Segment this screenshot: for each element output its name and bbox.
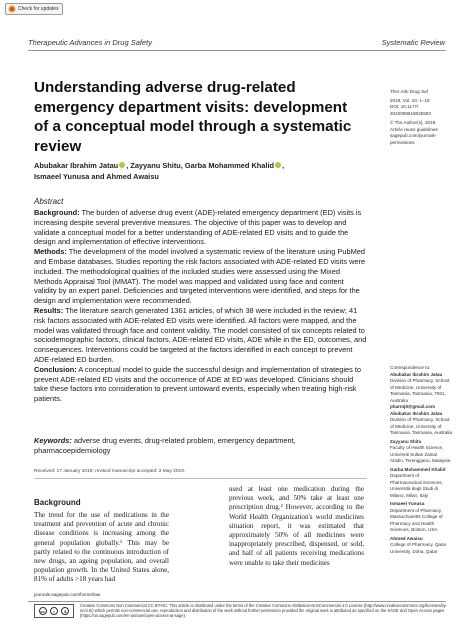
license-text: Creative Commons Non Commercial CC BY-NC: This article is distributed under the terms of the Creative Commons Attribution-NonCommercial 4.0 License (http://www.creativecommons.org/licenses/by-nc/4.0/) which permits non-commercial use, reproduction and distribution of the work without further permission provided the original work is attributed as specified on the SAGE and Open Access pages (https://us.sagepub.com/en-us/nam/open-access-at-sage). [80, 603, 448, 619]
footer-rule [28, 601, 446, 602]
abstract-results [34, 306, 367, 365]
conclusion-label: Conclusion: [34, 364, 77, 374]
correspondence-author-name: Abubakar Ibrahim Jatau [390, 371, 443, 377]
keywords-text: adverse drug events, drug-related problem, emergency department, pharmacoepidemiology [34, 436, 296, 455]
cc-license-badge [34, 604, 74, 618]
abstract-methods [34, 247, 367, 306]
journal-name: Therapeutic Advances in Drug Safety [28, 38, 152, 47]
methods-label: Methods: [34, 247, 67, 257]
check-for-updates-label: Check for updates [18, 6, 59, 12]
cc-icon: cc [40, 608, 45, 614]
update-check-icon [8, 5, 16, 13]
correspondence-email[interactable]: pharmj8@gmail.com [390, 404, 436, 409]
orcid-icon[interactable] [119, 162, 125, 168]
author-list [34, 160, 364, 182]
header-rule [28, 50, 446, 51]
background-heading: Background [34, 498, 81, 507]
keywords-label: Keywords: [34, 436, 72, 445]
journal-url[interactable]: journals.sagepub.com/home/taw [34, 592, 101, 597]
abstract-heading: Abstract [34, 197, 64, 206]
affiliation-name-jatau: Abubakar Ibrahim Jatau [390, 410, 443, 416]
orcid-icon[interactable] [275, 162, 281, 168]
background-text: The burden of adverse drug event (ADE)-related emergency department (ED) visits is increasing despite several preventive measures. The objective of this paper was to develop and validate a conceptual model for a better understanding of ADE-related ED visits and to guide the design and implementation of effective interventions. [34, 208, 362, 247]
reuse-guidelines: Article reuse guidelines: [390, 126, 439, 132]
affiliation-yunusa: Department of Pharmacy, Massachusetts College of Pharmacy and Health Sciences, Boston, USA [390, 507, 443, 532]
keywords [34, 436, 367, 456]
doi-prefix[interactable]: DOI: 10.1177/ [390, 104, 419, 109]
abstract-conclusion [34, 365, 367, 404]
abstract-background [34, 208, 367, 247]
affiliation-shitu: Faculty of Health Science, Universiti Sultan Zainal Abidin, Terengganu, Malaysia [390, 445, 451, 463]
affiliation-name-yunusa: Ismaeel Yunusa [390, 501, 425, 506]
abstract-body [34, 208, 367, 404]
correspondence [390, 365, 452, 555]
reuse-link-cont[interactable]: permissions [390, 139, 415, 145]
author-jatau: Abubakar Ibrahim Jatau [34, 161, 119, 170]
results-text: The literature search generated 1361 articles, of which 38 were included in the review; 41 risk factors associated with ADE-related ED visits were identified. All factors were mapped, and the model was validated through face and content validity. The model consisted of six concepts related to sociodemographic factors, clinical factors, ADE-related ED visits, ADE while in the ED, outcomes, and consequences. Interventions could be targeted at the factors identified in each concept to prevent ADE-related ED burden. [34, 305, 367, 364]
methods-text: The development of the model involved a systematic review of the literature using PubMed and Embase databases. Studies reporting the risk factors associated with ADE-related ED visits were included. The methodological qualities of the included studies were assessed using the Mixed Methods Appraisal Tool (MMAT). The model was mapped and validated using face and content validity by an expert panel. Deficiencies and targeted interventions were identified, and steps for the design and implementation were recommended. [34, 247, 366, 306]
affiliation-name-khalid: Garba Mohammed Khalid [390, 466, 446, 472]
affiliation-awaisu: College of Pharmacy, Qatar University, Doha, Qatar [390, 542, 447, 554]
affiliation-khalid: Department of Pharmaceutical Sciences, Università degli Studi di Milano, Milan, Italy [390, 473, 443, 498]
correspondence-intro: Correspondence to: [390, 365, 431, 370]
reuse-link[interactable]: sagepub.com/journals- [390, 133, 437, 138]
article-title: Understanding adverse drug-related emergency department visits: development of a conceptual model through a systematic review [34, 79, 352, 155]
author-names-line2: Ismaeel Yunusa and Ahmed Awaisu [34, 172, 159, 181]
affiliation-jatau: Division of Pharmacy, School of Medicine, University of Tasmania, Tasmania, Australia [390, 417, 452, 435]
doi-suffix[interactable]: 2042098619825583 [390, 110, 431, 116]
correspondence-affiliation: Division of Pharmacy, School of Medicine, University of Tasmania, Tasmania, 7001, Australia [390, 378, 450, 403]
by-icon: i [50, 607, 58, 615]
copyright: © The Author(s), 2019. [390, 120, 437, 125]
article-type: Systematic Review [381, 38, 445, 47]
received-dates: Received: 17 January 2019; revised manuscript accepted: 2 May 2019. [34, 469, 186, 474]
journal-abbreviation: Ther Adv Drug Saf [390, 89, 428, 94]
conclusion-text: A conceptual model to guide the successful design and implementation of strategies to prevent ADE-related ED visits and the occurrence of ADE at ED was developed. Clinicians should take these factors into consideration to prevent untoward events, especially when treating high-risk patients. [34, 364, 362, 404]
results-label: Results: [34, 305, 64, 315]
section-rule [34, 478, 367, 479]
body-column-2: used at least one medication during the previous week, and 50% take at least one prescription drug.² However, according to the World Health Organization's world medicines situation report, it was estimated that approximately 50% of all medicines were inappropriately prescribed, dispensed, or sold, and half of all patients receiving medications were unable to take their medicines [229, 485, 364, 567]
check-for-updates-badge[interactable] [5, 3, 63, 15]
volume-info: 2019, Vol. 10: 1–18 [390, 97, 430, 103]
affiliation-name-shitu: Zayyanu Shitu [390, 438, 422, 444]
affiliation-name-awaisu: Ahmed Awaisu [390, 535, 423, 541]
author-names-comma: , [282, 161, 285, 170]
author-names-middle: , Zayyanu Shitu, Garba Mohammed Khalid [126, 161, 275, 170]
article-meta [390, 89, 452, 146]
background-label: Background: [34, 208, 80, 217]
body-column-1: The trend for the use of medications in the treatment and prevention of acute and chronic disease conditions is increasing among the general population globally.¹ This may be partly related to the continuous introduction of new drugs, an ageing population, and overall population growth. In the United States alone, 81% of adults >18 years had [34, 511, 169, 584]
nc-icon: $ [61, 607, 69, 615]
